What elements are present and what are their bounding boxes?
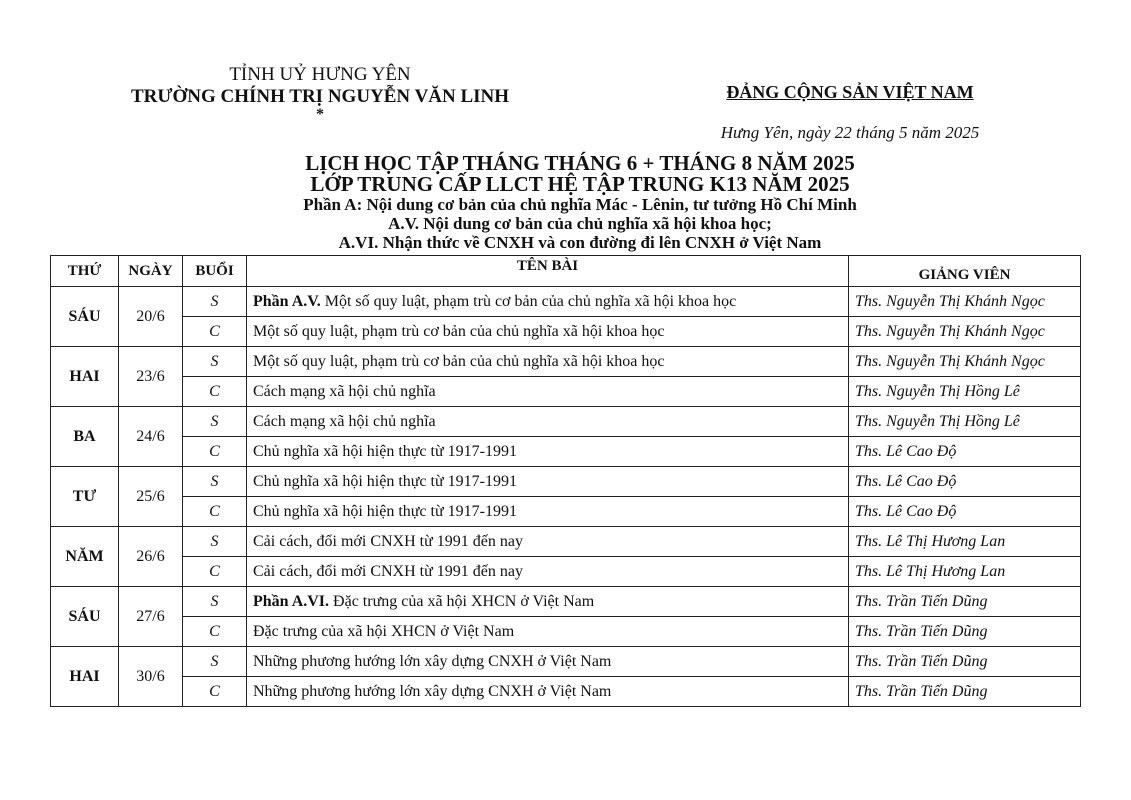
section-av-title: A.V. Nội dung cơ bản của chủ nghĩa xã hội khoa học;: [388, 214, 772, 233]
table-row: [51, 497, 1081, 527]
header-day: THỨ: [51, 256, 119, 287]
session-cell: C: [183, 437, 247, 467]
session-cell: C: [183, 677, 247, 707]
lesson-title: Đặc trưng của xã hội XHCN ở Việt Nam: [253, 622, 515, 640]
lesson-title: Chủ nghĩa xã hội hiện thực từ 1917-1991: [253, 442, 517, 460]
session-cell: C: [183, 377, 247, 407]
lecturer-cell: Ths. Trần Tiến Dũng: [849, 617, 1081, 647]
lesson-title: Một số quy luật, phạm trù cơ bản của chủ nghĩa xã hội khoa học: [324, 292, 737, 310]
session-cell: S: [183, 467, 247, 497]
lesson-title-cell: [247, 317, 849, 347]
document-titles: [100, 153, 1060, 252]
date-cell: 30/6: [119, 647, 183, 707]
session-cell: S: [183, 407, 247, 437]
part-prefix: Phần A.V.: [253, 292, 321, 310]
schedule-table: [50, 255, 1081, 707]
schedule-body: [51, 287, 1081, 707]
date-cell: 23/6: [119, 347, 183, 407]
table-row: [51, 647, 1081, 677]
lesson-title-cell: [247, 407, 849, 437]
session-cell: S: [183, 647, 247, 677]
session-cell: S: [183, 587, 247, 617]
date-cell: 24/6: [119, 407, 183, 467]
session-cell: S: [183, 287, 247, 317]
day-cell: TƯ: [51, 467, 119, 527]
session-cell: C: [183, 557, 247, 587]
lecturer-cell: Ths. Lê Thị Hương Lan: [849, 527, 1081, 557]
lesson-title: Những phương hướng lớn xây dựng CNXH ở Việt Nam: [253, 682, 612, 700]
lesson-title-cell: [247, 617, 849, 647]
schedule-title: LỊCH HỌC TẬP THÁNG THÁNG 6 + THÁNG 8 NĂM 2025: [305, 151, 855, 175]
lesson-title-cell: [247, 587, 849, 617]
lesson-title-cell: [247, 497, 849, 527]
lesson-title: Những phương hướng lớn xây dựng CNXH ở Việt Nam: [253, 652, 612, 670]
table-row: [51, 557, 1081, 587]
lesson-title-cell: [247, 557, 849, 587]
session-cell: C: [183, 497, 247, 527]
document-date: Hưng Yên, ngày 22 tháng 5 năm 2025: [720, 123, 980, 142]
header-lecturer: GIẢNG VIÊN: [849, 256, 1081, 287]
lesson-title: Một số quy luật, phạm trù cơ bản của chủ nghĩa xã hội khoa học: [253, 322, 665, 340]
lesson-title: Cải cách, đổi mới CNXH từ 1991 đến nay: [253, 532, 523, 550]
lesson-title: Cải cách, đổi mới CNXH từ 1991 đến nay: [253, 562, 523, 580]
table-row: [51, 587, 1081, 617]
lesson-title: Chủ nghĩa xã hội hiện thực từ 1917-1991: [253, 502, 517, 520]
date-cell: 20/6: [119, 287, 183, 347]
table-row: [51, 377, 1081, 407]
table-row: [51, 437, 1081, 467]
table-row: [51, 317, 1081, 347]
header-session: BUỔI: [183, 256, 247, 287]
lecturer-cell: Ths. Lê Cao Độ: [849, 437, 1081, 467]
lesson-title-cell: [247, 527, 849, 557]
day-cell: SÁU: [51, 287, 119, 347]
session-cell: C: [183, 617, 247, 647]
lecturer-cell: Ths. Nguyễn Thị Hồng Lê: [849, 407, 1081, 437]
day-cell: HAI: [51, 347, 119, 407]
table-row: [51, 527, 1081, 557]
lesson-title-cell: [247, 677, 849, 707]
header-title: TÊN BÀI: [247, 256, 849, 287]
table-row: [51, 677, 1081, 707]
lesson-title: Một số quy luật, phạm trù cơ bản của chủ nghĩa xã hội khoa học: [253, 352, 665, 370]
lesson-title-cell: [247, 377, 849, 407]
lesson-title: Chủ nghĩa xã hội hiện thực từ 1917-1991: [253, 472, 517, 490]
lecturer-cell: Ths. Nguyễn Thị Khánh Ngọc: [849, 287, 1081, 317]
day-cell: NĂM: [51, 527, 119, 587]
day-cell: SÁU: [51, 587, 119, 647]
part-prefix: Phần A.VI.: [253, 592, 330, 610]
table-row: [51, 347, 1081, 377]
lecturer-cell: Ths. Lê Cao Độ: [849, 467, 1081, 497]
session-cell: C: [183, 317, 247, 347]
lecturer-cell: Ths. Lê Thị Hương Lan: [849, 557, 1081, 587]
lesson-title: Cách mạng xã hội chủ nghĩa: [253, 412, 436, 430]
lecturer-cell: Ths. Trần Tiến Dũng: [849, 587, 1081, 617]
header-date: NGÀY: [119, 256, 183, 287]
day-cell: HAI: [51, 647, 119, 707]
table-row: [51, 617, 1081, 647]
table-row: [51, 407, 1081, 437]
lecturer-cell: Ths. Lê Cao Độ: [849, 497, 1081, 527]
table-row: [51, 287, 1081, 317]
session-cell: S: [183, 527, 247, 557]
day-cell: BA: [51, 407, 119, 467]
lesson-title: Cách mạng xã hội chủ nghĩa: [253, 382, 436, 400]
section-avi-title: A.VI. Nhận thức về CNXH và con đường đi lên CNXH ở Việt Nam: [338, 233, 822, 252]
lecturer-cell: Ths. Nguyễn Thị Khánh Ngọc: [849, 317, 1081, 347]
province-committee: TỈNH UỶ HƯNG YÊN: [229, 64, 411, 85]
table-row: [51, 467, 1081, 497]
lesson-title-cell: [247, 437, 849, 467]
date-cell: 26/6: [119, 527, 183, 587]
class-title: LỚP TRUNG CẤP LLCT HỆ TẬP TRUNG K13 NĂM 2025: [310, 172, 850, 196]
lesson-title-cell: [247, 347, 849, 377]
school-name: TRƯỜNG CHÍNH TRỊ NGUYỄN VĂN LINH: [130, 86, 510, 107]
organization-header: [130, 64, 510, 122]
part-title: Phần A: Nội dung cơ bản của chủ nghĩa Mác - Lênin, tư tưởng Hồ Chí Minh: [303, 195, 857, 214]
date-cell: 27/6: [119, 587, 183, 647]
lesson-title: Đặc trưng của xã hội XHCN ở Việt Nam: [333, 592, 595, 610]
lesson-title-cell: [247, 467, 849, 497]
party-name: ĐẢNG CỘNG SẢN VIỆT NAM: [726, 82, 974, 102]
session-cell: S: [183, 347, 247, 377]
date-cell: 25/6: [119, 467, 183, 527]
lecturer-cell: Ths. Trần Tiến Dũng: [849, 677, 1081, 707]
table-header-row: [51, 256, 1081, 287]
header-asterisk: *: [316, 106, 324, 123]
lesson-title-cell: [247, 647, 849, 677]
lecturer-cell: Ths. Nguyễn Thị Hồng Lê: [849, 377, 1081, 407]
lesson-title-cell: [247, 287, 849, 317]
lecturer-cell: Ths. Nguyễn Thị Khánh Ngọc: [849, 347, 1081, 377]
lecturer-cell: Ths. Trần Tiến Dũng: [849, 647, 1081, 677]
